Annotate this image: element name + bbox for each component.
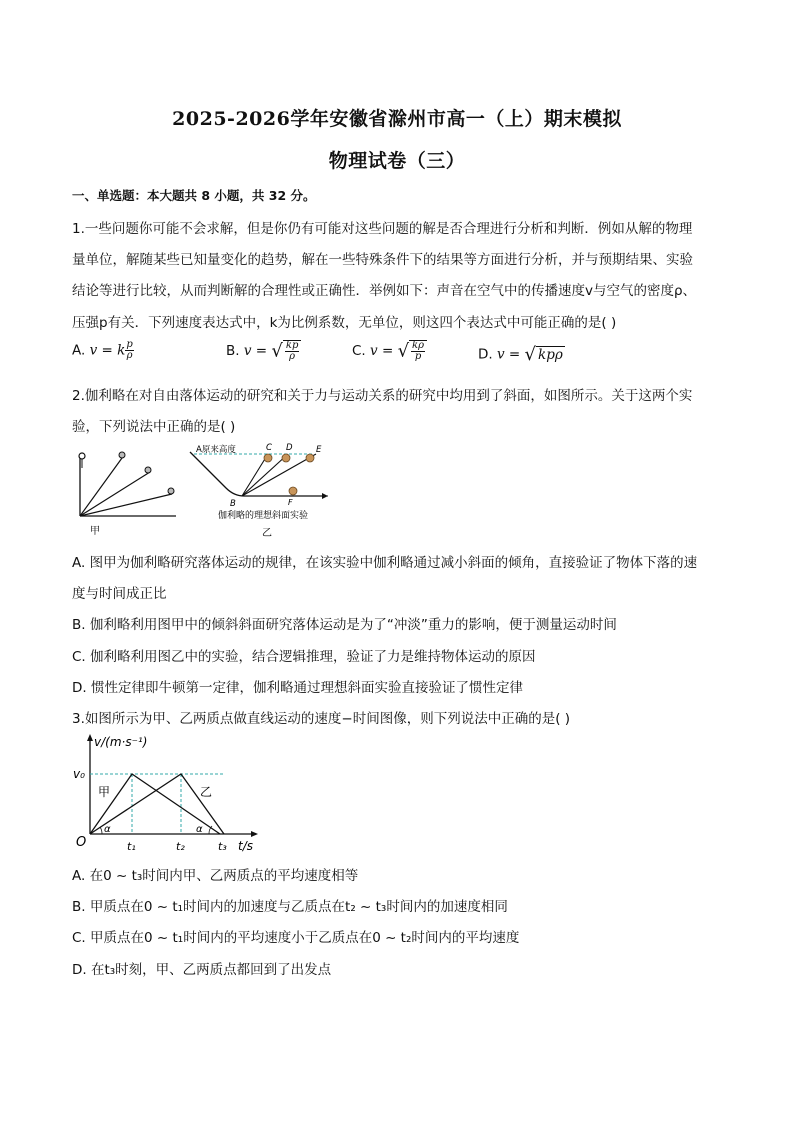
graph-yi-label: 乙 [200, 785, 213, 799]
ball-c [264, 454, 272, 462]
arrowhead-icon [322, 493, 328, 499]
q2-option-b[interactable]: B. 伽利略利用图甲中的倾斜斜面研究落体运动是为了“冲淡”重力的影响，便于测量运动时间 [72, 617, 617, 633]
q2-text-line2: 验，下列说法中正确的是( ) [72, 419, 236, 435]
var-v: v [89, 342, 98, 359]
equals-sign: = [101, 342, 113, 359]
q3-option-b[interactable]: B. 甲质点在0 ~ t₁时间内的加速度与乙质点在t₂ ~ t₃时间内的加速度相同 [72, 899, 508, 915]
q2-option-d[interactable]: D. 惯性定律即牛顿第一定律，伽利略通过理想斜面实验直接验证了惯性定律 [72, 680, 523, 696]
graph-t1-label: t₁ [127, 840, 136, 853]
label-a-original-height: A原来高度 [196, 445, 236, 455]
q1-text-line3: 结论等进行比较，从而判断解的合理性或正确性．举例如下：声音在空气中的传播速度v与空气的密度ρ、 [72, 283, 697, 299]
option-label: B. [226, 343, 240, 359]
sqrt-body [409, 340, 427, 362]
ball-steep [119, 452, 125, 458]
denominator: ρ [126, 350, 133, 361]
graph-jia-label: 甲 [98, 785, 111, 799]
graph-t2-label: t₂ [176, 840, 185, 853]
ball-vertical [79, 453, 85, 459]
figure-yi-ideal-incline [182, 440, 332, 540]
q2-option-a-line2: 度与时间成正比 [72, 586, 167, 602]
q1-option-c[interactable] [352, 340, 427, 362]
numerator: kp [285, 340, 299, 351]
sqrt-icon: √ [524, 344, 537, 365]
t-axis-arrowhead-icon [251, 831, 258, 837]
label-f: F [288, 498, 293, 507]
graph-v0-label: v₀ [73, 767, 85, 781]
numerator: p [126, 339, 133, 350]
ball-medium [145, 467, 151, 473]
sqrt-body: kpρ [538, 347, 563, 363]
option-label: D. [478, 346, 493, 363]
graph-t3-label: t₃ [218, 840, 227, 853]
graph-origin-label: O [76, 835, 87, 850]
vt-graph [72, 730, 272, 860]
label-b: B [230, 499, 236, 509]
graph-y-label: v/(m·s⁻¹) [94, 735, 148, 749]
sqrt-icon: √ [271, 340, 283, 362]
ball-e [306, 454, 314, 462]
var-v: v [496, 346, 505, 363]
option-label: A. [72, 342, 86, 359]
v-axis-arrowhead-icon [87, 734, 93, 741]
exam-title-line2: 物理试卷（三） [328, 150, 466, 172]
fraction-krho-over-p [411, 341, 425, 362]
equals-sign: = [381, 343, 394, 359]
denominator: ρ [289, 351, 296, 362]
ball-d [282, 454, 290, 462]
option-label: C. [352, 343, 366, 359]
var-k: k [117, 342, 126, 359]
graph-alpha-left: α [104, 824, 111, 835]
q2-text-line1: 2.伽利略在对自由落体运动的研究和关于力与运动关系的研究中均用到了斜面，如图所示。关于这两个实 [72, 388, 693, 404]
sqrt-body [283, 340, 301, 362]
numerator: kρ [412, 340, 424, 351]
equals-sign: = [255, 343, 268, 359]
exam-title-line1: 2025-2026学年安徽省滁州市高一（上）期末模拟 [172, 108, 622, 130]
incline-medium [80, 472, 150, 516]
graph-x-label: t/s [238, 839, 253, 853]
denominator: p [414, 351, 422, 362]
q3-text: 3.如图所示为甲、乙两质点做直线运动的速度−时间图像，则下列说法中正确的是( ) [72, 711, 571, 727]
incline-c [242, 454, 268, 496]
ball-shallow [168, 488, 174, 494]
equals-sign: = [508, 346, 521, 363]
q3-option-a[interactable]: A. 在0 ~ t₃时间内甲、乙两质点的平均速度相等 [72, 868, 359, 884]
sqrt-icon: √ [397, 340, 410, 362]
ramp-curve [190, 452, 324, 496]
fraction-p-over-rho [125, 340, 133, 361]
ball-f [289, 487, 297, 495]
var-v: v [243, 343, 252, 359]
q3-option-c[interactable]: C. 甲质点在0 ~ t₁时间内的平均速度小于乙质点在0 ~ t₂时间内的平均速度 [72, 930, 520, 946]
q2-option-c[interactable]: C. 伽利略利用图乙中的实验，结合逻辑推理，验证了力是维持物体运动的原因 [72, 649, 536, 665]
label-c: C [266, 443, 272, 453]
q3-option-d[interactable]: D. 在t₃时刻，甲、乙两质点都回到了出发点 [72, 962, 332, 978]
q1-option-d[interactable] [478, 344, 565, 365]
figure-jia-inclines [72, 444, 182, 540]
q1-text-line4: 压强p有关．下列速度表达式中，k为比例系数，无单位，则这四个表达式中可能正确的是( ) [72, 315, 617, 331]
label-d: D [286, 443, 293, 453]
q2-option-a-line1[interactable]: A. 图甲为伽利略研究落体运动的规律，在该实验中伽利略通过减小斜面的倾角，直接验证了物体下落的速 [72, 555, 698, 571]
q1-option-a[interactable] [72, 340, 134, 361]
angle-arc-left [100, 827, 102, 834]
incline-e [242, 454, 316, 496]
section-heading: 一、单选题：本大题共 8 小题，共 32 分。 [72, 188, 316, 203]
q1-text-line2: 量单位，解随某些已知量变化的趋势，解在一些特殊条件下的结果等方面进行分析，并与预期结果、实验 [72, 252, 693, 268]
q1-option-b[interactable] [226, 340, 301, 362]
figure-label-yi: 乙 [262, 528, 272, 539]
label-e: E [316, 445, 322, 455]
q1-text-line1: 1.一些问题你可能不会求解，但是你仍有可能对这些问题的解是否合理进行分析和判断．例如从解的物理 [72, 221, 693, 237]
figure-label-jia: 甲 [90, 526, 100, 537]
figure-caption: 伽利略的理想斜面实验 [218, 511, 309, 521]
graph-alpha-right: α [196, 824, 203, 835]
var-v: v [370, 343, 378, 359]
fraction-kp-over-rho [285, 341, 299, 362]
